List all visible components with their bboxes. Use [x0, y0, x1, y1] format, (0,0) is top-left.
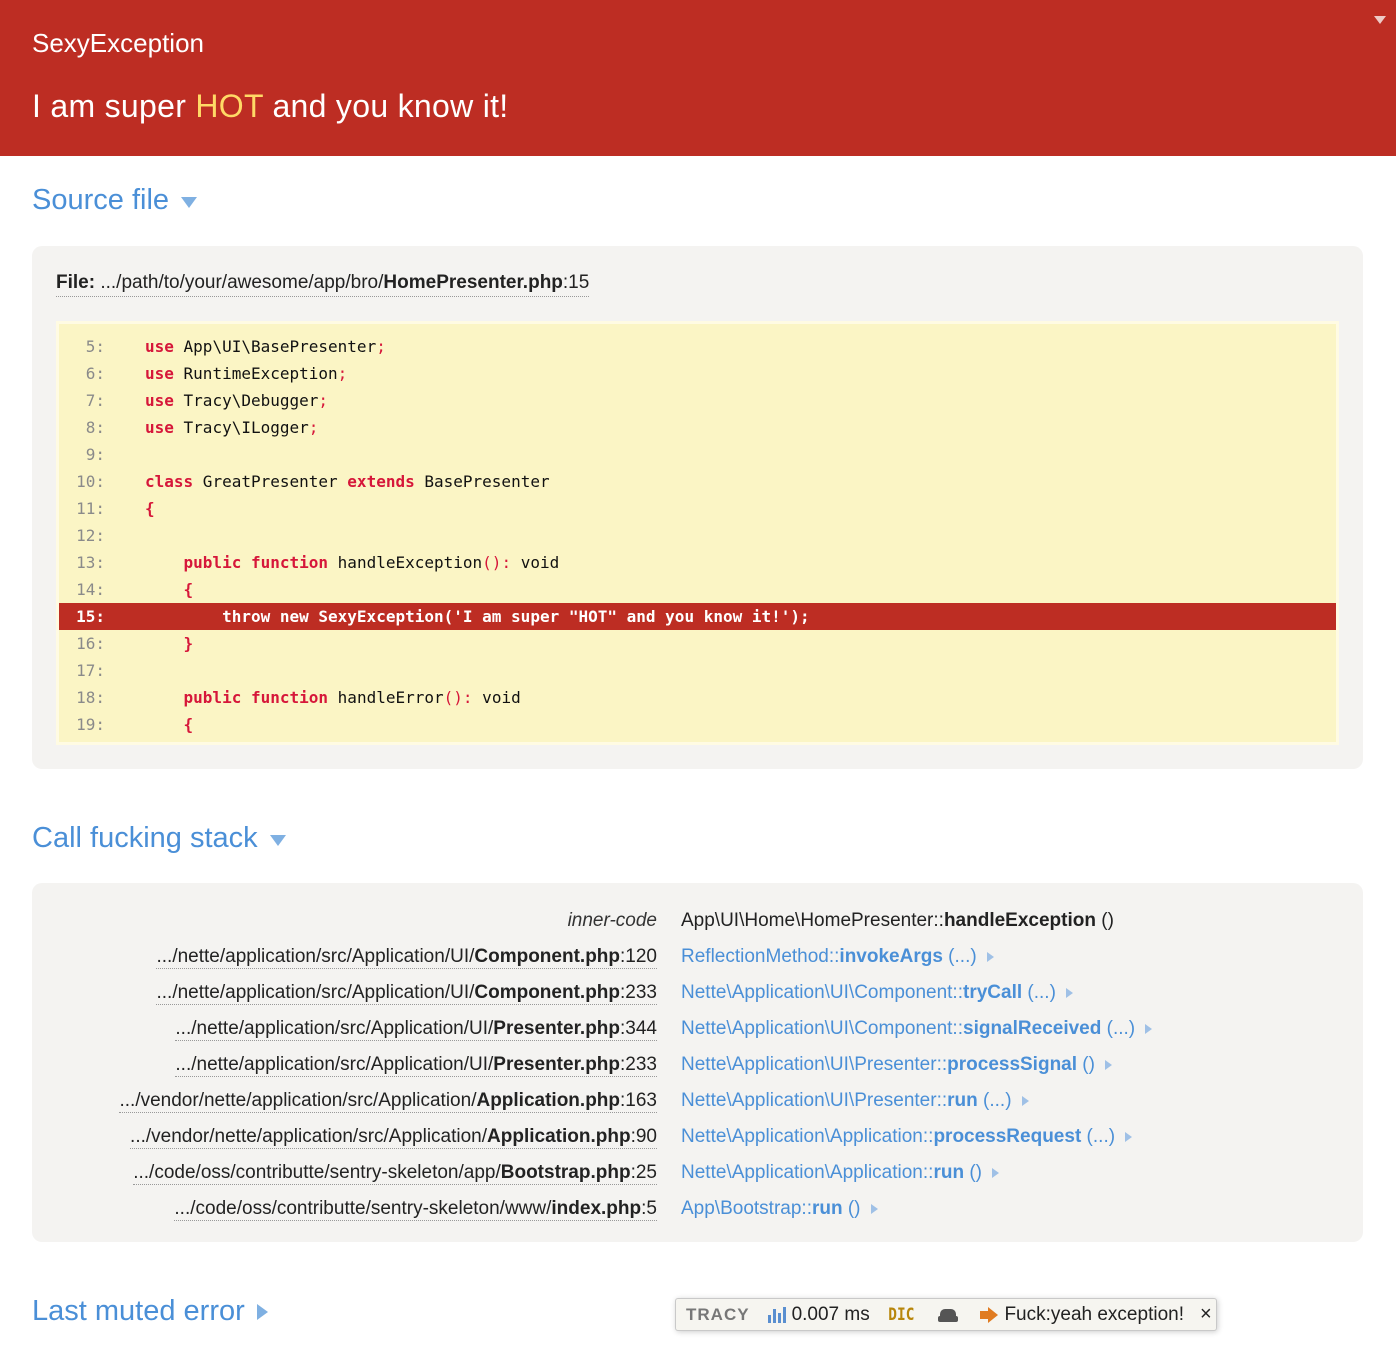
expand-down-icon	[181, 197, 197, 208]
code-line: 13: public function handleException(): void	[76, 553, 560, 572]
expand-right-icon	[1066, 988, 1073, 998]
execution-time[interactable]: 0.007 ms	[791, 1303, 870, 1325]
expand-right-icon	[987, 952, 994, 962]
code-line: 9:	[85, 445, 105, 464]
stack-file-link[interactable]: .../code/oss/contributte/sentry-skeleton/www/index.php:5	[174, 1198, 657, 1219]
stack-call-toggle[interactable]: Nette\Application\UI\Component::tryCall (...)	[681, 975, 1073, 1011]
stack-file-link[interactable]: .../vendor/nette/application/src/Application/Application.php:90	[130, 1126, 657, 1147]
stack-file-link[interactable]: .../nette/application/src/Application/UI/Presenter.php:233	[175, 1054, 657, 1075]
stack-call: App\UI\Home\HomePresenter::handleException ()	[681, 910, 1114, 931]
code-block	[56, 321, 1339, 745]
tracy-logo[interactable]: TRACY	[686, 1304, 750, 1324]
code-line: 17:	[76, 661, 105, 680]
section-title-stack: Call fucking stack	[32, 822, 258, 854]
section-title-muted: Last muted error	[32, 1295, 245, 1327]
error-header	[0, 0, 1396, 156]
expand-right-icon	[1022, 1096, 1029, 1106]
timer-bar-chart-icon	[768, 1307, 786, 1323]
stack-file-link[interactable]: .../nette/application/src/Application/UI/Presenter.php:344	[175, 1018, 657, 1039]
code-line: 5: use App\UI\BasePresenter;	[85, 337, 386, 356]
source-file-toggle[interactable]	[32, 184, 197, 217]
stack-row	[32, 1011, 1363, 1047]
call-stack-panel	[32, 883, 1363, 1242]
stack-file-link[interactable]: .../nette/application/src/Application/UI/Component.php:233	[156, 982, 657, 1003]
inner-code-label: inner-code	[567, 910, 657, 931]
stack-row	[32, 1047, 1363, 1083]
stack-call-toggle[interactable]: ReflectionMethod::invokeArgs (...)	[681, 939, 994, 975]
stack-row	[32, 1083, 1363, 1119]
file-link[interactable]: File: .../path/to/your/awesome/app/bro/HomePresenter.php:15	[56, 272, 589, 297]
expand-right-icon	[257, 1304, 268, 1320]
stack-row	[32, 903, 1363, 939]
expand-right-icon	[992, 1168, 999, 1178]
code-line: 11: {	[76, 499, 155, 518]
tracy-debug-bar	[675, 1298, 1217, 1331]
stack-call-toggle[interactable]: App\Bootstrap::run ()	[681, 1191, 878, 1227]
stack-row	[32, 1155, 1363, 1191]
tracy-error-text[interactable]: Fuck:yeah exception!	[1004, 1303, 1184, 1325]
highlighted-error-line: 15: throw new SexyException('I am super "HOT" and you know it!');	[59, 603, 1336, 630]
call-stack-toggle[interactable]	[32, 822, 286, 855]
stack-file-link[interactable]: .../code/oss/contributte/sentry-skeleton/app/Bootstrap.php:25	[133, 1162, 657, 1183]
code-line: 14: {	[76, 580, 194, 599]
code-line: 18: public function handleError(): void	[76, 688, 521, 707]
source-panel	[32, 246, 1363, 769]
collapse-icon[interactable]	[1374, 16, 1386, 24]
stack-call-toggle[interactable]: Nette\Application\UI\Component::signalReceived (...)	[681, 1011, 1152, 1047]
expand-right-icon	[1105, 1060, 1112, 1070]
code-line: 12:	[76, 526, 105, 545]
stack-row	[32, 1119, 1363, 1155]
stack-row	[32, 939, 1363, 975]
code-line: 7: use Tracy\Debugger;	[85, 391, 329, 410]
stack-call-toggle[interactable]: Nette\Application\UI\Presenter::processSignal ()	[681, 1047, 1112, 1083]
message-highlight: HOT	[195, 88, 264, 124]
error-arrow-icon	[980, 1307, 998, 1323]
code-line: 16: }	[76, 634, 194, 653]
section-title-source: Source file	[32, 184, 170, 216]
expand-right-icon	[1145, 1024, 1152, 1034]
stack-row	[32, 1191, 1363, 1227]
expand-right-icon	[1125, 1132, 1132, 1142]
stack-call-toggle[interactable]: Nette\Application\Application::run ()	[681, 1155, 999, 1191]
expand-right-icon	[871, 1204, 878, 1214]
code-line: 8: use Tracy\ILogger;	[85, 418, 319, 437]
code-line: 10: class GreatPresenter extends BasePresenter	[76, 472, 550, 491]
code-line: 19: {	[76, 715, 194, 734]
stack-row	[32, 975, 1363, 1011]
dic-panel-icon[interactable]: DIC	[888, 1304, 915, 1325]
expand-down-icon	[270, 835, 286, 846]
stack-call-toggle[interactable]: Nette\Application\Application::processRequest (...)	[681, 1119, 1132, 1155]
stack-file-link[interactable]: .../vendor/nette/application/src/Application/Application.php:163	[119, 1090, 657, 1111]
exception-class: SexyException	[32, 28, 204, 58]
exception-message: I am super HOT and you know it!	[32, 88, 509, 124]
last-muted-error-toggle[interactable]	[32, 1295, 268, 1328]
stack-call-toggle[interactable]: Nette\Application\UI\Presenter::run (...)	[681, 1083, 1029, 1119]
sofa-icon[interactable]	[938, 1307, 958, 1323]
stack-file-link[interactable]: .../nette/application/src/Application/UI/Component.php:120	[156, 946, 657, 967]
code-line: 6: use RuntimeException;	[85, 364, 348, 383]
close-icon[interactable]: ×	[1199, 1303, 1212, 1325]
